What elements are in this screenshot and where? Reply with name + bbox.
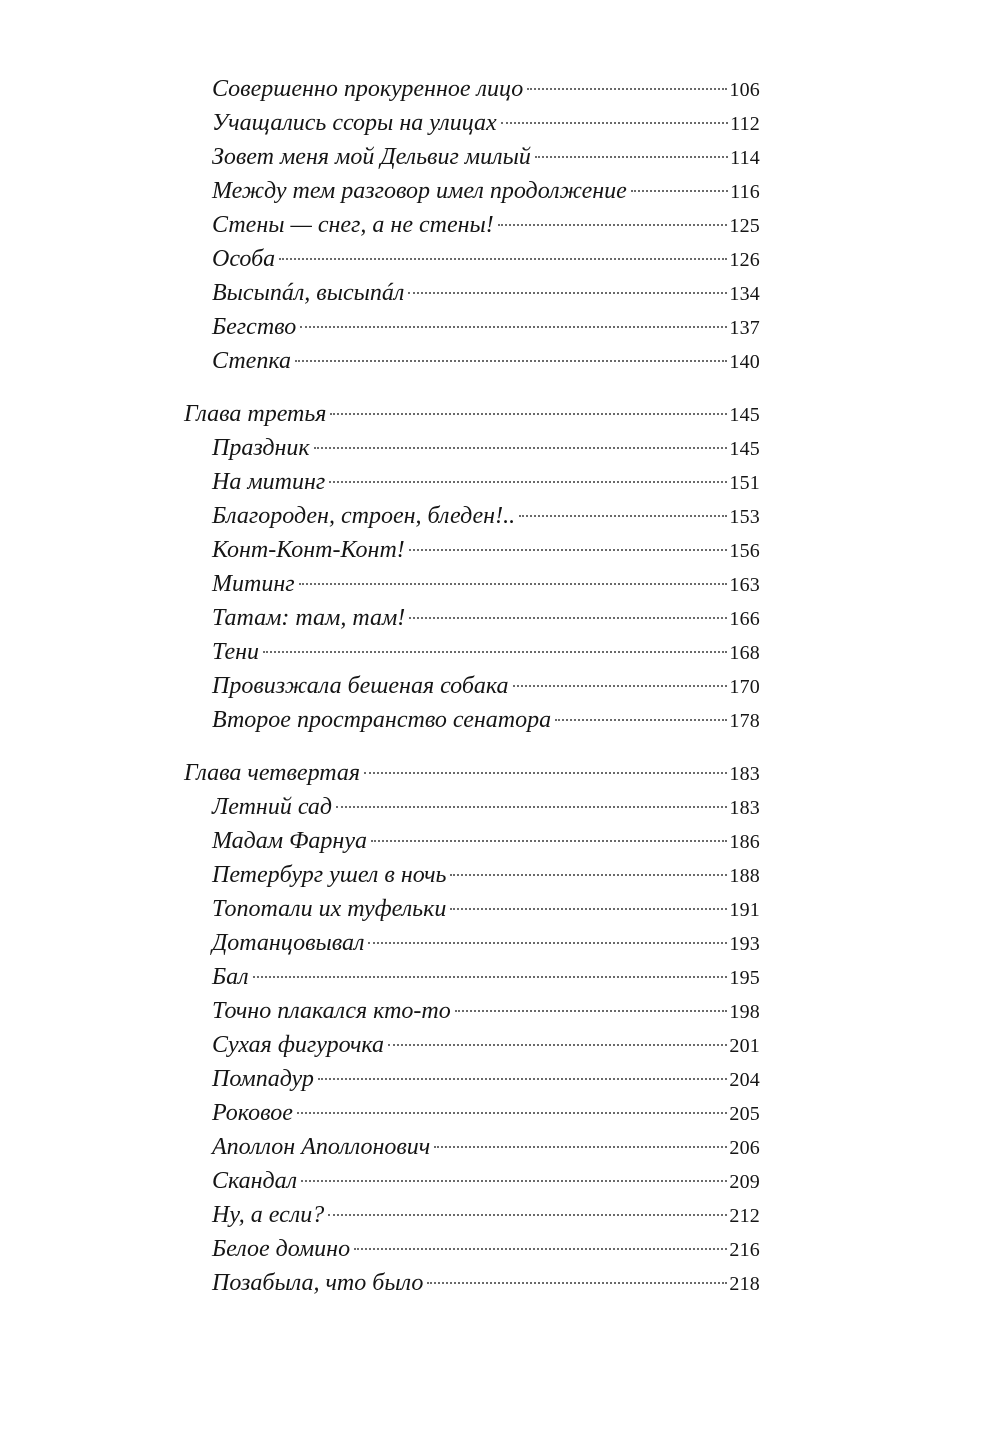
toc-entry-page: 193: [729, 933, 760, 955]
toc-entry-page: 114: [730, 147, 760, 169]
toc-entry-title: Стены — снег, а не стены!: [212, 212, 494, 238]
dot-leader: [631, 190, 728, 192]
dot-leader: [519, 515, 727, 517]
toc-entry[interactable]: [212, 1130, 760, 1164]
toc-entry[interactable]: [212, 72, 760, 106]
dot-leader: [434, 1146, 727, 1148]
toc-entry-title: Благороден, строен, бледен!..: [212, 503, 516, 529]
toc-entry-title: Белое домино: [212, 1236, 351, 1262]
toc-entry-page: 137: [729, 317, 760, 339]
toc-entry-title: Высыпáл, высыпáл: [212, 280, 405, 306]
toc-entry-title: Аполлон Аполлонович: [212, 1134, 431, 1160]
dot-leader: [253, 976, 728, 978]
toc-entry-page: 204: [729, 1069, 760, 1091]
toc-entry-page: 170: [729, 676, 760, 698]
toc-entry[interactable]: [212, 858, 760, 892]
toc-entry-page: 151: [729, 472, 760, 494]
toc-entry[interactable]: [212, 1266, 760, 1300]
dot-leader: [354, 1248, 727, 1250]
dot-leader: [329, 481, 727, 483]
toc-entry[interactable]: [212, 106, 760, 140]
toc-entry[interactable]: [212, 1096, 760, 1130]
dot-leader: [535, 156, 728, 158]
dot-leader: [368, 942, 727, 944]
dot-leader: [501, 122, 729, 124]
dot-leader: [330, 413, 727, 415]
toc-entry-page: 183: [729, 797, 760, 819]
toc-entry-page: 205: [729, 1103, 760, 1125]
dot-leader: [364, 772, 727, 774]
toc-entry-title: Петербург ушел в ночь: [212, 862, 447, 888]
toc-entry-title: Позабыла, что было: [212, 1270, 424, 1296]
toc-entry[interactable]: [212, 669, 760, 703]
toc-entry[interactable]: [212, 635, 760, 669]
toc-entry-page: 178: [729, 710, 760, 732]
dot-leader: [371, 840, 727, 842]
toc-entry-page: 195: [729, 967, 760, 989]
toc-entry-page: 153: [729, 506, 760, 528]
toc-entry-title: Ну, а если?: [212, 1202, 325, 1228]
dot-leader: [328, 1214, 727, 1216]
toc-entry-page: 112: [730, 113, 760, 135]
toc-entry-title: Бал: [212, 964, 249, 990]
dot-leader: [279, 258, 727, 260]
toc-entry[interactable]: [212, 499, 760, 533]
toc-entry[interactable]: [212, 601, 760, 635]
toc-entry-page: 206: [729, 1137, 760, 1159]
toc-entry-title: Летний сад: [212, 794, 332, 820]
toc-entry[interactable]: [212, 174, 760, 208]
toc-entry-title: На митинг: [212, 469, 326, 495]
toc-entry-page: 188: [729, 865, 760, 887]
toc-chapter-heading[interactable]: [184, 397, 760, 431]
toc-entry[interactable]: [212, 892, 760, 926]
toc-entry-title: Точно плакался кто-то: [212, 998, 451, 1024]
toc-entry[interactable]: [212, 1198, 760, 1232]
dot-leader: [409, 549, 728, 551]
toc-entry[interactable]: [212, 140, 760, 174]
toc-chapter-heading[interactable]: [184, 756, 760, 790]
toc-entry-page: 126: [729, 249, 760, 271]
toc-entry-title: Мадам Фарнуа: [212, 828, 367, 854]
toc-entry-page: 186: [729, 831, 760, 853]
toc-entry-title: Бегство: [212, 314, 297, 340]
dot-leader: [513, 685, 728, 687]
toc-entry-page: 191: [729, 899, 760, 921]
dot-leader: [297, 1112, 728, 1114]
toc-entry-page: 183: [729, 763, 760, 785]
toc-entry-page: 198: [729, 1001, 760, 1023]
toc-entry[interactable]: [212, 344, 760, 378]
dot-leader: [314, 447, 728, 449]
toc-entry-title: Второе пространство сенатора: [212, 707, 552, 733]
dot-leader: [450, 908, 727, 910]
toc-entry[interactable]: [212, 1028, 760, 1062]
toc-entry[interactable]: [212, 1232, 760, 1266]
dot-leader: [455, 1010, 728, 1012]
toc-entry-page: 209: [729, 1171, 760, 1193]
toc-entry-page: 125: [729, 215, 760, 237]
toc-entry-page: 168: [729, 642, 760, 664]
dot-leader: [300, 326, 727, 328]
toc-entry-page: 134: [729, 283, 760, 305]
toc-entry[interactable]: [212, 960, 760, 994]
toc-entry-title: Провизжала бешеная собака: [212, 673, 509, 699]
toc-entry[interactable]: [212, 790, 760, 824]
toc-entry-title: Зовет меня мой Дельвиг милый: [212, 144, 531, 170]
toc-entry-title: Праздник: [212, 435, 310, 461]
dot-leader: [527, 88, 727, 90]
dot-leader: [299, 583, 728, 585]
toc-entry-page: 216: [729, 1239, 760, 1261]
toc-entry[interactable]: [212, 703, 760, 737]
toc-entry-title: Глава четвертая: [184, 760, 361, 786]
toc-entry-page: 145: [729, 438, 760, 460]
toc-entry[interactable]: [212, 1164, 760, 1198]
toc-entry-title: Учащались ссоры на улицах: [212, 110, 497, 136]
toc-entry[interactable]: [212, 533, 760, 567]
toc-entry-title: Митинг: [212, 571, 295, 597]
toc-entry-page: 140: [729, 351, 760, 373]
toc-entry-title: Дотанцовывал: [212, 930, 365, 956]
toc-entry-title: Скандал: [212, 1168, 298, 1194]
dot-leader: [408, 292, 727, 294]
toc-entry-title: Роковое: [212, 1100, 293, 1126]
toc-entry[interactable]: [212, 431, 760, 465]
dot-leader: [263, 651, 727, 653]
toc-entry-title: Между тем разговор имел продолжение: [212, 178, 627, 204]
dot-leader: [498, 224, 728, 226]
dot-leader: [388, 1044, 727, 1046]
dot-leader: [409, 617, 727, 619]
toc-entry[interactable]: [212, 1062, 760, 1096]
dot-leader: [555, 719, 727, 721]
toc-entry[interactable]: [212, 242, 760, 276]
dot-leader: [427, 1282, 727, 1284]
toc-entry-page: 145: [729, 404, 760, 426]
toc-entry[interactable]: [212, 465, 760, 499]
dot-leader: [301, 1180, 727, 1182]
toc-entry-title: Совершенно прокуренное лицо: [212, 76, 524, 102]
toc-entry-page: 201: [729, 1035, 760, 1057]
toc-entry-page: 116: [730, 181, 760, 203]
toc-entry-title: Помпадур: [212, 1066, 314, 1092]
dot-leader: [336, 806, 727, 808]
dot-leader: [295, 360, 727, 362]
toc-entry[interactable]: [212, 824, 760, 858]
toc-entry-page: 212: [729, 1205, 760, 1227]
toc-entry-title: Татам: там, там!: [212, 605, 406, 631]
toc-entry-title: Топотали их туфельки: [212, 896, 447, 922]
toc-entry[interactable]: [212, 276, 760, 310]
toc-entry[interactable]: [212, 208, 760, 242]
toc-entry[interactable]: [212, 926, 760, 960]
dot-leader: [318, 1078, 727, 1080]
toc-entry-page: 106: [729, 79, 760, 101]
dot-leader: [450, 874, 727, 876]
toc-entry-title: Тени: [212, 639, 260, 665]
toc-entry-title: Конт-Конт-Конт!: [212, 537, 405, 563]
toc-entry-title: Степка: [212, 348, 291, 374]
toc-entry-title: Сухая фигурочка: [212, 1032, 385, 1058]
toc-entry[interactable]: [212, 567, 760, 601]
toc-entry-title: Глава третья: [184, 401, 327, 427]
toc-entry-page: 166: [729, 608, 760, 630]
toc-entry-page: 156: [729, 540, 760, 562]
toc-entry[interactable]: [212, 994, 760, 1028]
toc-entry[interactable]: [212, 310, 760, 344]
toc-entry-page: 218: [729, 1273, 760, 1295]
toc-entry-page: 163: [729, 574, 760, 596]
toc-entry-title: Особа: [212, 246, 276, 272]
